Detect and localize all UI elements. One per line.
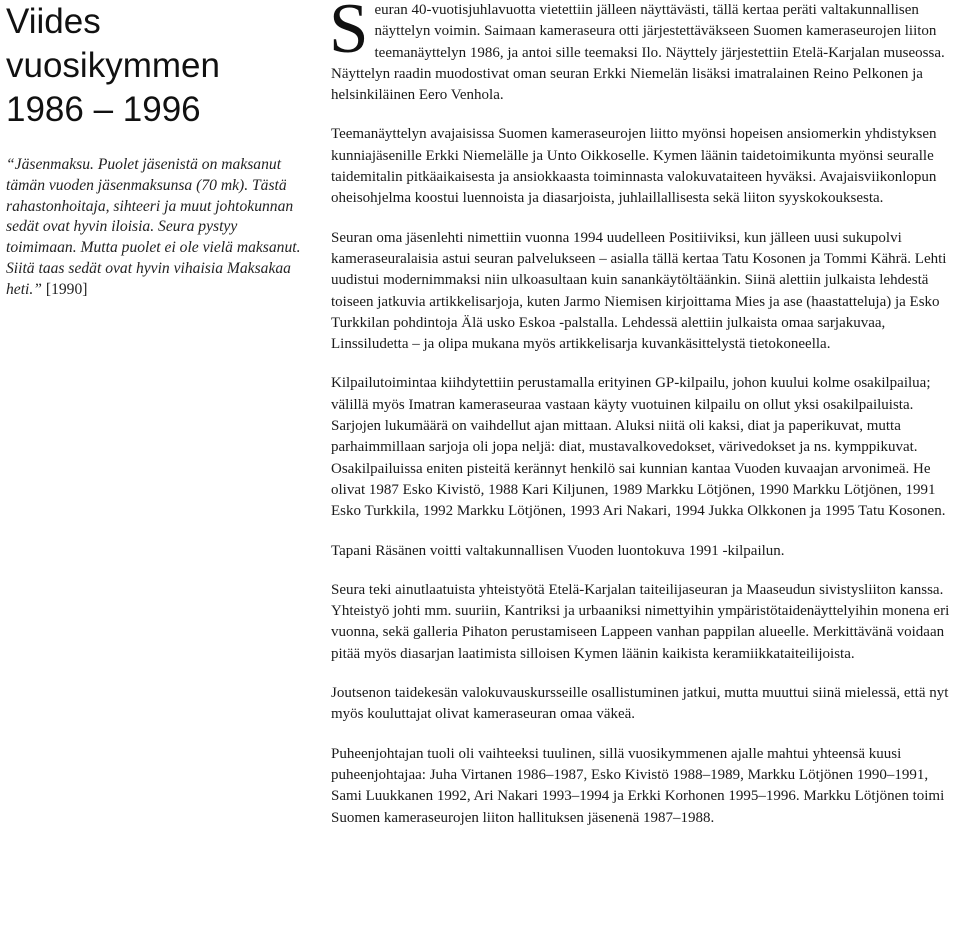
paragraph: Seura teki ainutlaatuista yhteistyötä Etelä-Karjalan taiteilijaseuran ja Maaseudun sivistysliiton kanssa. Yhteistyö johti mm. suuriin, Kantriksi ja urbaaniksi nimettyihin ympäristötaidenäyttelyihin monena eri vuonna, sekä galleria Pihaton perustamiseen Lappeen vanhan pappilan alueelle. Merkittävänä voidaan pitää myös diasarjan laatimista silloisen Kymen läänin kaikista keramiikkataiteilijoista. <box>331 581 950 662</box>
paragraph: Puheenjohtajan tuoli oli vaihteeksi tuulinen, sillä vuosikymmenen ajalle mahtui yhteensä kuusi puheenjohtajaa: Juha Virtanen 1986–1987, Esko Kivistö 1988–1989, Markku Lötjönen 1990–1991, Sami Luukkanen 1992, Ari Nakari 1993–1994 ja Erkki Korhonen 1995–1996. Markku Lötjönen toimi Suomen kameraseurojen liiton hallituksen jäsenenä 1987–1988. <box>331 745 945 826</box>
paragraph: Tapani Räsänen voitti valtakunnallisen Vuoden luontokuva 1991 -kilpailun. <box>331 542 785 559</box>
paragraph: Teemanäyttelyn avajaisissa Suomen kameraseurojen liitto myönsi hopeisen ansiomerkin yhdistyksen kunniajäsenille Erkki Niemelälle ja Unto Oikkoselle. Kymen läänin taidetoimikunta myönsi seuralle taidemitalin pitkäaikaisesta ja ansiokkaasta toiminnasta valokuvataiteen hyväksi. Avajaisviikonlopun oheisohjelma koostui luennoista ja diasarjoista, juhlaillallisesta sekä liiton syyskokouksesta. <box>331 126 937 207</box>
paragraph-intro <box>331 0 951 106</box>
paragraph: Kilpailutoimintaa kiihdytettiin perustamalla erityinen GP-kilpailu, johon kuului kolme osakilpailua; välillä myös Imatran kameraseuraa vastaan käyty vuotuinen kilpailu on ollut yksi osakilpailuista. Sarjojen lukumäärä on vaihdellut ajan mittaan. Aluksi niitä oli kaksi, diat ja paperikuvat, mutta parhaimmillaan sarjoja oli jopa neljä: diat, mustavalkovedokset, värivedokset ja ns. kymppikuvat. Osakilpailuissa eniten pisteitä kerännyt henkilö sai kunnian kantaa Vuoden kuvaajan arvonimeä. He olivat 1987 Esko Kivistö, 1988 Kari Kiljunen, 1989 Markku Lötjönen, 1990 Markku Lötjönen, 1991 Esko Turkkila, 1992 Markku Lötjönen, 1993 Ari Nakari, 1994 Jukka Olkkonen ja 1995 Tatu Kosonen. <box>331 375 946 520</box>
chapter-title-line: 1986 – 1996 <box>6 90 201 129</box>
paragraph: Joutsenon taidekesän valokuvauskursseille osallistuminen jatkui, mutta muuttui siinä mielessä, että nyt myös kouluttajat olivat kameraseuran omaa väkeä. <box>331 685 949 723</box>
chapter-title-line: vuosikymmen <box>6 46 220 85</box>
sidebar-quote <box>6 155 308 301</box>
chapter-title <box>6 0 308 132</box>
paragraph-intro-text: euran 40-vuotisjuhlavuotta vietettiin jälleen näyttävästi, tällä kertaa peräti valtakunnallisen näyttelyn voimin. Saimaan kameraseura otti järjestettäväkseen Suomen kameraseurojen liiton teemanäyttelyn 1986, ja antoi sille teemaksi Ilo. Näyttely järjestettiin Etelä-Karjalan museossa. Näyttelyn raadin muodostivat oman seuran Erkki Niemelän lisäksi imatralainen Reino Pelkonen ja helsinkiläinen Eero Venhola. <box>331 2 945 104</box>
quote-year: [1990] <box>45 280 88 298</box>
sidebar <box>6 0 308 301</box>
paragraph: Seuran oma jäsenlehti nimettiin vuonna 1994 uudelleen Positiiviksi, kun jälleen uusi sukupolvi kameraseuralaisia astui seuran palvelukseen – asialla tällä kertaa Tatu Kosonen ja Tommi Kährä. Lehti uudistui modernimmaksi niin ulkoasultaan kuin sanankäytöltäänkin. Siinä alettiin julkaista lehdestä toiseen jatkuvia artikkelisarjoja, kuten Jarmo Niemisen kirjoittama Mies ja ase (haastatteluja) ja Esko Turkkilan pohdintoja Älä usko Eskoa -palstalla. Lehdessä alettiin julkaista omaa sarjakuvaa, Linssiludetta – ja olipa mukana myös artikkelisarja kuvankäsittelystä tietokoneella. <box>331 229 947 353</box>
drop-cap: S <box>329 0 369 68</box>
article-body <box>331 0 951 847</box>
chapter-title-line: Viides <box>6 2 101 41</box>
quote-text: “Jäsenmaksu. Puolet jäsenistä on maksanut tämän vuoden jäsenmaksunsa (70 mk). Tästä rahastonhoitaja, sihteeri ja muut johtokunnan sedät ovat hyvin iloisia. Seura pystyy toimimaan. Mutta puolet ei ole vielä maksanut. Siitä taas sedät ovat hyvin vihaisia Maksakaa heti.” <box>6 156 301 298</box>
